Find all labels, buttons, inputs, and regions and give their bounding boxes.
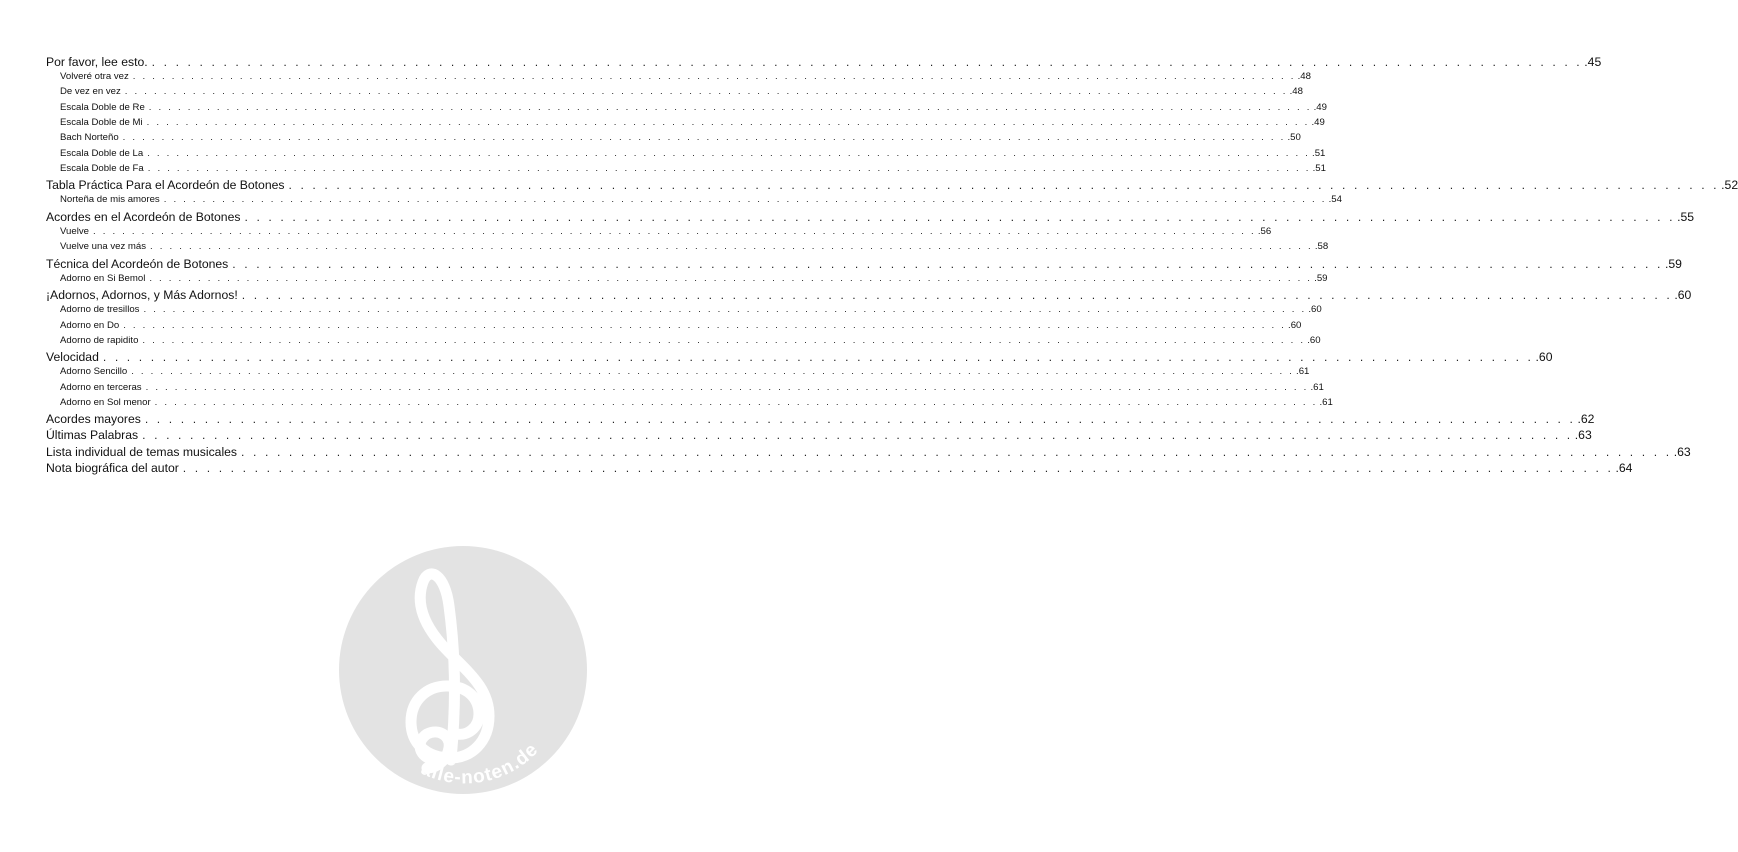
toc-subsection-entry — [46, 366, 1310, 381]
toc-dot-leader: . . . . . . . . . . . . . . . . . . . . . . . . . . . . . . . . . . . . . . . . . . . . . . . . . . . . . . . . . . . . . . . . . . . . . . . . . . . . . . . . . . . . . . . . . . . . . . . . . . . . . . . . . . . . . . . . . . . . . . . . — [147, 162, 1311, 174]
toc-subsection-entry — [46, 117, 1325, 132]
toc-section-entry — [46, 178, 1738, 194]
toc-page-number: .60 — [1308, 304, 1322, 316]
toc-page-number: .54 — [1328, 194, 1342, 206]
toc-subsection-entry — [46, 319, 1302, 335]
watermark-logo — [339, 546, 587, 794]
toc-page-number: .50 — [1287, 132, 1301, 144]
toc-subsection-entry — [46, 71, 1311, 86]
toc-subsection-entry — [46, 304, 1322, 319]
toc-dot-leader: . . . . . . . . . . . . . . . . . . . . . . . . . . . . . . . . . . . . . . . . . . . . . . . . . . . . . . . . . . . . . . . . . . . . . . . . . . . . . . . . . . . . . . . . . . . . . . . . . . . . . . . . . . . . . . . . . . . . . . . . — [151, 55, 1583, 69]
toc-page-number: .63 — [1574, 428, 1592, 443]
toc-entry-title: Adorno en Si Bemol — [60, 272, 146, 284]
toc-section-entry — [46, 55, 1602, 71]
toc-entry-title: Norteña de mis amores — [60, 194, 160, 206]
toc-dot-leader: . . . . . . . . . . . . . . . . . . . . . . . . . . . . . . . . . . . . . . . . . . . . . . . . . . . . . . . . . . . . . . . . . . . . . . . . . . . . . . . . . . . . . . . . . . . . . . . . . . . . . . . . . . . . . . . . . . . . . . . . — [154, 396, 1318, 408]
toc-page-number: .59 — [1664, 256, 1682, 271]
toc-dot-leader: . . . . . . . . . . . . . . . . . . . . . . . . . . . . . . . . . . . . . . . . . . . . . . . . . . . . . . . . . . . . . . . . . . . . . . . . . . . . . . . . . . . . . . . . . . . . . . . . . . . . . . . . . . . . . . . . . . . . . . . . — [244, 209, 1676, 224]
toc-page-number: .61 — [1296, 366, 1310, 378]
toc-subsection-entry — [46, 225, 1272, 241]
toc-page-number: .56 — [1257, 225, 1272, 237]
toc-entry-title: Adorno de tresillos — [60, 304, 140, 316]
toc-dot-leader: . . . . . . . . . . . . . . . . . . . . . . . . . . . . . . . . . . . . . . . . . . . . . . . . . . . . . . . . . . . . . . . . . . . . . . . . . . . . . . . . . . . . . . . . . . . . . . . . . . . . . . . . . . . . . . . . . . . . . . . . — [102, 350, 1534, 365]
toc-entry-title: Acordes mayores — [46, 412, 141, 427]
toc-section-entry — [46, 350, 1553, 366]
toc-page-number: .60 — [1674, 288, 1692, 303]
watermark-text: alle-noten.de — [417, 739, 543, 789]
toc-subsection-entry — [46, 334, 1321, 350]
toc-subsection-entry — [46, 162, 1326, 178]
toc-page-number: .60 — [1307, 334, 1321, 346]
toc-entry-title: Por favor, lee esto. — [46, 55, 148, 69]
toc-section-entry — [46, 256, 1682, 273]
toc-page-number: .51 — [1312, 162, 1326, 174]
toc-dot-leader: . . . . . . . . . . . . . . . . . . . . . . . . . . . . . . . . . . . . . . . . . . . . . . . . . . . . . . . . . . . . . . . . . . . . . . . . . . . . . . . . . . . . . . . . . . . . . . . . . . . . . . . . . . . . . . . . . . . . . . . . — [142, 334, 1306, 346]
toc-dot-leader: . . . . . . . . . . . . . . . . . . . . . . . . . . . . . . . . . . . . . . . . . . . . . . . . . . . . . . . . . . . . . . . . . . . . . . . . . . . . . . . . . . . . . . . . . . . . . . . . . . . . . . . . . . . . . . . . . . . . . . . . — [145, 381, 1309, 393]
toc-entry-title: Adorno Sencillo — [60, 366, 128, 378]
toc-entry-title: Vuelve una vez más — [60, 241, 147, 253]
toc-entry-title: Adorno en terceras — [60, 381, 142, 393]
toc-dot-leader: . . . . . . . . . . . . . . . . . . . . . . . . . . . . . . . . . . . . . . . . . . . . . . . . . . . . . . . . . . . . . . . . . . . . . . . . . . . . . . . . . . . . . . . . . . . . . . . . . . . . . . . . . . . . . . . . . . . . . . . . — [123, 319, 1287, 331]
toc-dot-leader: . . . . . . . . . . . . . . . . . . . . . . . . . . . . . . . . . . . . . . . . . . . . . . . . . . . . . . . . . . . . . . . . . . . . . . . . . . . . . . . . . . . . . . . . . . . . . . . . . . . . . . . . . . . . . . . . . . . . . . . . — [143, 304, 1307, 316]
toc-subsection-entry — [46, 381, 1324, 397]
toc-dot-leader: . . . . . . . . . . . . . . . . . . . . . . . . . . . . . . . . . . . . . . . . . . . . . . . . . . . . . . . . . . . . . . . . . . . . . . . . . . . . . . . . . . . . . . . . . . . . . . . . . . . . . . . . . . . . . . . . . . . . . . . . — [241, 444, 1672, 459]
toc-entry-title: Escala Doble de Fa — [60, 162, 144, 174]
toc-page-number: .63 — [1673, 444, 1691, 459]
toc-section-entry — [46, 460, 1633, 477]
toc-dot-leader: . . . . . . . . . . . . . . . . . . . . . . . . . . . . . . . . . . . . . . . . . . . . . . . . . . . . . . . . . . . . . . . . . . . . . . . . . . . . . . . . . . . . . . . . . . . . . . . . . . . . . . . . . . . . . . . . . . . . . . . . — [92, 225, 1256, 237]
toc-entry-title: Adorno en Sol menor — [60, 396, 151, 408]
toc-entry-title: Acordes en el Acordeón de Botones — [46, 209, 241, 224]
toc-page-number: .64 — [1615, 460, 1633, 475]
toc-page-number: .58 — [1314, 241, 1329, 253]
toc-page-number: .49 — [1313, 101, 1327, 113]
toc-entry-title: Nota biográfica del autor — [46, 460, 179, 475]
toc-subsection-entry — [46, 396, 1333, 412]
toc-page-number: .45 — [1584, 55, 1602, 69]
toc-page-number: .60 — [1288, 319, 1302, 331]
toc-subsection-entry — [46, 132, 1301, 147]
toc-entry-title: Tabla Práctica Para el Acordeón de Botones — [46, 178, 285, 193]
toc-page-number: .61 — [1310, 381, 1324, 393]
toc-section-entry — [46, 428, 1592, 444]
toc-dot-leader: . . . . . . . . . . . . . . . . . . . . . . . . . . . . . . . . . . . . . . . . . . . . . . . . . . . . . . . . . . . . . . . . . . . . . . . . . . . . . . . . . . . . . . . . . . . . . . . . . . . . . . . . . . . . . . . . . . . . . . . . — [144, 412, 1576, 427]
toc-entry-title: Escala Doble de La — [60, 147, 144, 159]
toc-page-number: .60 — [1535, 350, 1553, 365]
toc-subsection-entry — [46, 241, 1329, 256]
toc-entry-title: De vez en vez — [60, 86, 121, 98]
toc-page-number: .61 — [1319, 396, 1333, 408]
toc-dot-leader: . . . . . . . . . . . . . . . . . . . . . . . . . . . . . . . . . . . . . . . . . . . . . . . . . . . . . . . . . . . . . . . . . . . . . . . . . . . . . . . . . . . . . . . . . . . . . . . . . . . . . . . . . . . . . . . . . . . . . . . . — [132, 71, 1296, 83]
toc-entry-title: Técnica del Acordeón de Botones — [46, 256, 229, 271]
toc-dot-leader: . . . . . . . . . . . . . . . . . . . . . . . . . . . . . . . . . . . . . . . . . . . . . . . . . . . . . . . . . . . . . . . . . . . . . . . . . . . . . . . . . . . . . . . . . . . . . . . . . . . . . . . . . . . . . . . . . . . . . . . . — [142, 428, 1573, 443]
toc-dot-leader: . . . . . . . . . . . . . . . . . . . . . . . . . . . . . . . . . . . . . . . . . . . . . . . . . . . . . . . . . . . . . . . . . . . . . . . . . . . . . . . . . . . . . . . . . . . . . . . . . . . . . . . . . . . . . . . . . . . . . . . . — [149, 272, 1313, 284]
toc-entry-title: Volveré otra vez — [60, 71, 129, 83]
toc-entry-title: Lista individual de temas musicales — [46, 444, 238, 459]
toc-section-entry — [46, 288, 1692, 304]
toc-dot-leader: . . . . . . . . . . . . . . . . . . . . . . . . . . . . . . . . . . . . . . . . . . . . . . . . . . . . . . . . . . . . . . . . . . . . . . . . . . . . . . . . . . . . . . . . . . . . . . . . . . . . . . . . . . . . . . . . . . . . . . . . — [146, 117, 1310, 129]
toc-page-number: .48 — [1289, 86, 1303, 98]
toc-dot-leader: . . . . . . . . . . . . . . . . . . . . . . . . . . . . . . . . . . . . . . . . . . . . . . . . . . . . . . . . . . . . . . . . . . . . . . . . . . . . . . . . . . . . . . . . . . . . . . . . . . . . . . . . . . . . . . . . . . . . . . . . — [148, 101, 1312, 113]
table-of-contents — [46, 55, 1738, 477]
toc-subsection-entry — [46, 101, 1327, 117]
toc-entry-title: Vuelve — [60, 225, 89, 237]
toc-entry-title: Adorno de rapidito — [60, 334, 139, 346]
toc-dot-leader: . . . . . . . . . . . . . . . . . . . . . . . . . . . . . . . . . . . . . . . . . . . . . . . . . . . . . . . . . . . . . . . . . . . . . . . . . . . . . . . . . . . . . . . . . . . . . . . . . . . . . . . . . . . . . . . . . . . . . . . . — [182, 460, 1614, 475]
toc-page-number: .48 — [1297, 71, 1311, 83]
toc-dot-leader: . . . . . . . . . . . . . . . . . . . . . . . . . . . . . . . . . . . . . . . . . . . . . . . . . . . . . . . . . . . . . . . . . . . . . . . . . . . . . . . . . . . . . . . . . . . . . . . . . . . . . . . . . . . . . . . . . . . . . . . . — [163, 194, 1327, 206]
toc-page-number: .51 — [1312, 147, 1326, 159]
toc-page-number: .52 — [1721, 178, 1738, 193]
toc-subsection-entry — [46, 86, 1303, 101]
toc-dot-leader: . . . . . . . . . . . . . . . . . . . . . . . . . . . . . . . . . . . . . . . . . . . . . . . . . . . . . . . . . . . . . . . . . . . . . . . . . . . . . . . . . . . . . . . . . . . . . . . . . . . . . . . . . . . . . . . . . . . . . . . . — [122, 132, 1286, 144]
toc-subsection-entry — [46, 272, 1328, 288]
toc-dot-leader: . . . . . . . . . . . . . . . . . . . . . . . . . . . . . . . . . . . . . . . . . . . . . . . . . . . . . . . . . . . . . . . . . . . . . . . . . . . . . . . . . . . . . . . . . . . . . . . . . . . . . . . . . . . . . . . . . . . . . . . . — [147, 147, 1311, 159]
toc-dot-leader: . . . . . . . . . . . . . . . . . . . . . . . . . . . . . . . . . . . . . . . . . . . . . . . . . . . . . . . . . . . . . . . . . . . . . . . . . . . . . . . . . . . . . . . . . . . . . . . . . . . . . . . . . . . . . . . . . . . . . . . . — [131, 366, 1295, 378]
toc-section-entry — [46, 209, 1695, 226]
toc-page-number: .59 — [1314, 272, 1328, 284]
toc-dot-leader: . . . . . . . . . . . . . . . . . . . . . . . . . . . . . . . . . . . . . . . . . . . . . . . . . . . . . . . . . . . . . . . . . . . . . . . . . . . . . . . . . . . . . . . . . . . . . . . . . . . . . . . . . . . . . . . . . . . . . . . . — [124, 86, 1288, 98]
toc-entry-title: Últimas Palabras — [46, 428, 139, 443]
toc-section-entry — [46, 444, 1691, 461]
toc-page-number: .62 — [1577, 412, 1595, 427]
toc-section-entry — [46, 412, 1595, 428]
toc-entry-title: ¡Adornos, Adornos, y Más Adornos! — [46, 288, 238, 303]
toc-dot-leader: . . . . . . . . . . . . . . . . . . . . . . . . . . . . . . . . . . . . . . . . . . . . . . . . . . . . . . . . . . . . . . . . . . . . . . . . . . . . . . . . . . . . . . . . . . . . . . . . . . . . . . . . . . . . . . . . . . . . . . . . — [241, 288, 1673, 303]
toc-dot-leader: . . . . . . . . . . . . . . . . . . . . . . . . . . . . . . . . . . . . . . . . . . . . . . . . . . . . . . . . . . . . . . . . . . . . . . . . . . . . . . . . . . . . . . . . . . . . . . . . . . . . . . . . . . . . . . . . . . . . . . . . — [150, 241, 1313, 253]
toc-entry-title: Bach Norteño — [60, 132, 119, 144]
toc-page-number: .49 — [1311, 117, 1325, 129]
toc-page-number: .55 — [1677, 209, 1695, 224]
toc-entry-title: Escala Doble de Mi — [60, 117, 143, 129]
toc-dot-leader: . . . . . . . . . . . . . . . . . . . . . . . . . . . . . . . . . . . . . . . . . . . . . . . . . . . . . . . . . . . . . . . . . . . . . . . . . . . . . . . . . . . . . . . . . . . . . . . . . . . . . . . . . . . . . . . . . . . . . . . . — [232, 256, 1663, 271]
toc-dot-leader: . . . . . . . . . . . . . . . . . . . . . . . . . . . . . . . . . . . . . . . . . . . . . . . . . . . . . . . . . . . . . . . . . . . . . . . . . . . . . . . . . . . . . . . . . . . . . . . . . . . . . . . . . . . . . . . . . . . . . . . . — [288, 178, 1720, 193]
toc-subsection-entry — [46, 147, 1326, 163]
toc-entry-title: Velocidad — [46, 350, 99, 365]
toc-entry-title: Escala Doble de Re — [60, 101, 145, 113]
toc-subsection-entry — [46, 194, 1342, 209]
toc-entry-title: Adorno en Do — [60, 319, 120, 331]
